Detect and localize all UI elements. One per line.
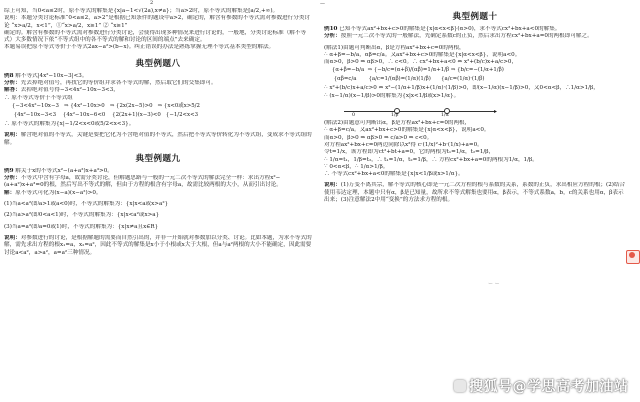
ex10-system-row-2: {αβ=c/a {a/c=1/(αβ)=(1/α)(1/β) {a/c=(1/α)·(1/β) bbox=[332, 76, 485, 83]
ex10-step-8: (解法2)由题意可判断出α，β是方程ax²+bx+c=0的两根， bbox=[324, 120, 471, 127]
ex8-analysis: 先去掉绝对值号，再找它的等价组并求各不等式的解，然后取它们的交集即可。 bbox=[20, 80, 217, 87]
ex8-equivalent: ∴ 原不等式等价于不等式组 bbox=[4, 94, 73, 101]
ex10-step-9: ∴ α+β=c/a。又ax²+bx+c>0的解集是{x|α<x<β}，说明a<0。 bbox=[324, 127, 490, 134]
example-9-problem: 解关于x的不等式x²−(a+a²)x+a³>0。 bbox=[15, 167, 113, 174]
number-line bbox=[344, 102, 497, 119]
ex9-case-1: (1)当a<a²(即a>1或a<0)时，不等式的解集为：{x|x<a或x>a²} bbox=[4, 201, 169, 208]
ex9-solution-label: 解： bbox=[4, 189, 16, 196]
ex10-analysis-label: 分析： bbox=[324, 33, 341, 40]
header-dash: — bbox=[320, 1, 325, 7]
number-line-axis bbox=[344, 111, 494, 112]
ex10-step-2: ∴ α+β=−b/a，αβ=c/a。又ax²+bx+c>0的解集是{x|α<x<β}，说明a<0。 bbox=[324, 51, 521, 58]
number-line-label-right: 1/α bbox=[441, 113, 449, 119]
ex9-case-2: (2)当a>a²(即0<a<1)时，不等式的解集为：{x|x<a²或x>a} bbox=[4, 212, 160, 219]
ex10-step-10: 而α>0，β>0 ⇒ αβ>0 ⇒ c/a>0 ⇒ c<0。 bbox=[324, 134, 433, 141]
intro-line-4: 本题易误把原不等式等价于不等式2ax−a²>(b−x)。纠正错误的办法是熟练掌握无理不等式基本类型的解法。 bbox=[4, 44, 275, 51]
ex8-analysis-label: 分析： bbox=[4, 80, 21, 87]
example-8-problem: 解不等式|4x²−10x−3|<3。 bbox=[15, 72, 88, 79]
ex9-remark-label: 说明： bbox=[4, 234, 21, 241]
intro-line-3: 确定的。解含有参数的不等式需对参数进行分类讨论，会使得出现多种情况来进行讨论的，一般地，分类讨论标准（解不等式）大多数情况下依“不等式组中的各不等式的解和讨论的区间的端点”去来确定。 bbox=[4, 29, 307, 44]
ex10-step-3: 而α>0，β>0 ⇒ αβ>0，∴ c<0。∴ cx²+bx+a<0 ⇔ x²+(b/c)x+a/c>0， bbox=[324, 59, 518, 66]
right-column bbox=[320, 0, 640, 402]
ex9-remark: 对参数进行的讨论，是根据解题的需要而自然引出的，并非一开始就对参数加以分类、讨论。比如本题，为求不等式的解，需先求出方程的根x₁=a，x₂=a²，因此不等式的解集是x小于小根或x大于大根，但a与a²两根的大小不能确定，因此需要讨论a<a²，a>a²，a=a²三种情况。 bbox=[4, 234, 312, 256]
ex8-remark: 解含绝对值的不等式，关键是要把它化为不含绝对值的不等式，然后把不等式等价转化为不等式组，变成求不等式组的解。 bbox=[4, 132, 312, 146]
ex10-step-1: (解法1)由题可判断出α，β是方程ax²+bx+c=0的两根， bbox=[324, 44, 465, 51]
sohu-logo-icon bbox=[454, 380, 466, 392]
ex10-step-11: 对方程ax²+bx+c=0两边同除以x²得 c·(1/x)²+b·(1/x)+a=0。 bbox=[324, 141, 483, 148]
section-title-10: 典型例题十 bbox=[452, 12, 498, 22]
example-9-label: 例9 bbox=[4, 167, 14, 174]
ex9-case-3: (3)当a=a²(即a=0或1)时，不等式的解集为：{x|x≠a且x∈R} bbox=[4, 223, 159, 230]
ex10-system-row-1: {α+β=−b/a ⇒ {−b/c=(α+β)/(αβ)=1/α+1/β ⇒ {b/c=−(1/α+1/β) bbox=[332, 67, 504, 74]
ex10-analysis: 按照一元二次不等式的一般解法，先确定系数c的正负，然后求出方程cx²+bx+a=0的两根即可解之。 bbox=[340, 33, 593, 40]
section-title-8: 典型例题八 bbox=[135, 58, 181, 69]
left-column bbox=[0, 0, 316, 402]
ex10-step-7: ∴ (x−1/α)(x−1/β)>0的解集为{x|x<1/β或x>1/α}。 bbox=[324, 92, 460, 99]
ex10-step-14: ∵ 0<α<β，∴ 1/α>1/β。 bbox=[324, 163, 389, 170]
red-stamp-icon bbox=[626, 250, 640, 264]
ex10-remark: (1)万变不离其宗，解不等式的核心即是一元二次方程的根与系数的关系，系数的正负，求出相应方程的根；(2)结合使用韦达定理，本题中只有α，β是已知量，故所求不等式解集也要用α，β表示，不等式系数a，b，c的关系也用α，β表示出来；(3)注意解法2中用“变换”的方法求方程的根。 bbox=[324, 182, 626, 204]
watermark bbox=[454, 376, 629, 396]
intro-line-2: 说明：本题分类讨论标准“0<a≤2，a>2”是根据已知条件的题设中a>2，确定的，解含有参数的不等式需对参数进行分类讨论 “x>a/2，x<1”，①“x>a/2，x≥1” ② “x≥1” bbox=[4, 15, 311, 29]
ex8-remark-label: 说明： bbox=[4, 132, 21, 139]
ex10-step-13: ∴ 1/α=t₁，1/β=t₂，∴ t₁=1/α，t₂=1/β，∴ 方程cx²+bx+a=0的两根为1/α，1/β。 bbox=[324, 156, 538, 163]
ex9-analysis: 不等式中含有字母a，故需分类讨论，但解题思路与一般的一元二次不等式的解法完全一样：求出方程x²−(a+a²)x+a³=0的根，然后写出不等式的解，但由于方程的根含有字母a，故需比较两根的大小，从而引出讨论。 bbox=[4, 175, 282, 189]
ex9-analysis-label: 分析： bbox=[4, 175, 21, 182]
faint-mark: ー ー bbox=[488, 281, 500, 287]
ex10-remark-label: 说明： bbox=[324, 182, 341, 189]
section-title-9: 典型例题九 bbox=[135, 153, 181, 164]
ex10-step-6: ∴ x²+(b/c)x+a/c>0 ⇔ x²−(1/α+1/β)x+(1/α)·(1/β)>0，即(x−1/α)(x−1/β)>0，又0<α<β，∴1/α>1/β， bbox=[324, 85, 599, 92]
ex9-solution: 原不等式可化为(x−a)(x−a²)>0。 bbox=[15, 189, 102, 196]
arrow-right-icon: ▸ bbox=[493, 108, 497, 116]
example-8-label: 例8 bbox=[4, 72, 14, 79]
example-10-label: 例10 bbox=[324, 26, 338, 32]
ex8-system-row-1: {−3<4x²−10x−3 ⇒ {4x²−10x>0 ⇒ {2x(2x−5)>0 ⇒ {x<0或x>5/2 bbox=[12, 102, 200, 109]
watermark-text: 搜狐号@学思高考加油站 bbox=[469, 379, 629, 395]
ex8-system-row-2: {4x²−10x−3<3 {4x²−10x−6<0 {2(2x+1)(x−3)<0 {−1/2<x<3 bbox=[12, 111, 199, 118]
example-10-problem: 已知不等式ax²+bx+c>0的解集是{x|α<x<β}(α>0)，求不等式cx²+bx+a<0的解集。 bbox=[339, 26, 561, 32]
number-line-origin: 0 bbox=[352, 113, 356, 119]
ex10-step-15: ∴ 不等式cx²+bx+a<0的解集是{x|x<1/β或x>1/α}。 bbox=[324, 171, 464, 178]
ex8-solution-label: 解答： bbox=[4, 87, 21, 94]
number-line-label-left: 1/β bbox=[391, 113, 399, 119]
page-number: 2 bbox=[150, 0, 154, 6]
ex10-step-12: 令t=1/x，该方程即为ct²+bt+a=0，它的两根为t₁=1/α，t₂=1/β， bbox=[324, 149, 495, 156]
intro-line-1: 综上可知，当0<a≤2时，原不等式的解集是{x|a−1<√(2a),x≠a}；当a>2时，原不等式的解集是[a/2,+∞)。 bbox=[4, 8, 279, 14]
ex8-solution: 去掉绝对值号得−3<4x²−10x−3<3， bbox=[20, 87, 119, 94]
ex8-conclusion: ∴ 原不等式的解集为{x|−1/2<x<0或5/2<x<3}。 bbox=[4, 120, 135, 127]
